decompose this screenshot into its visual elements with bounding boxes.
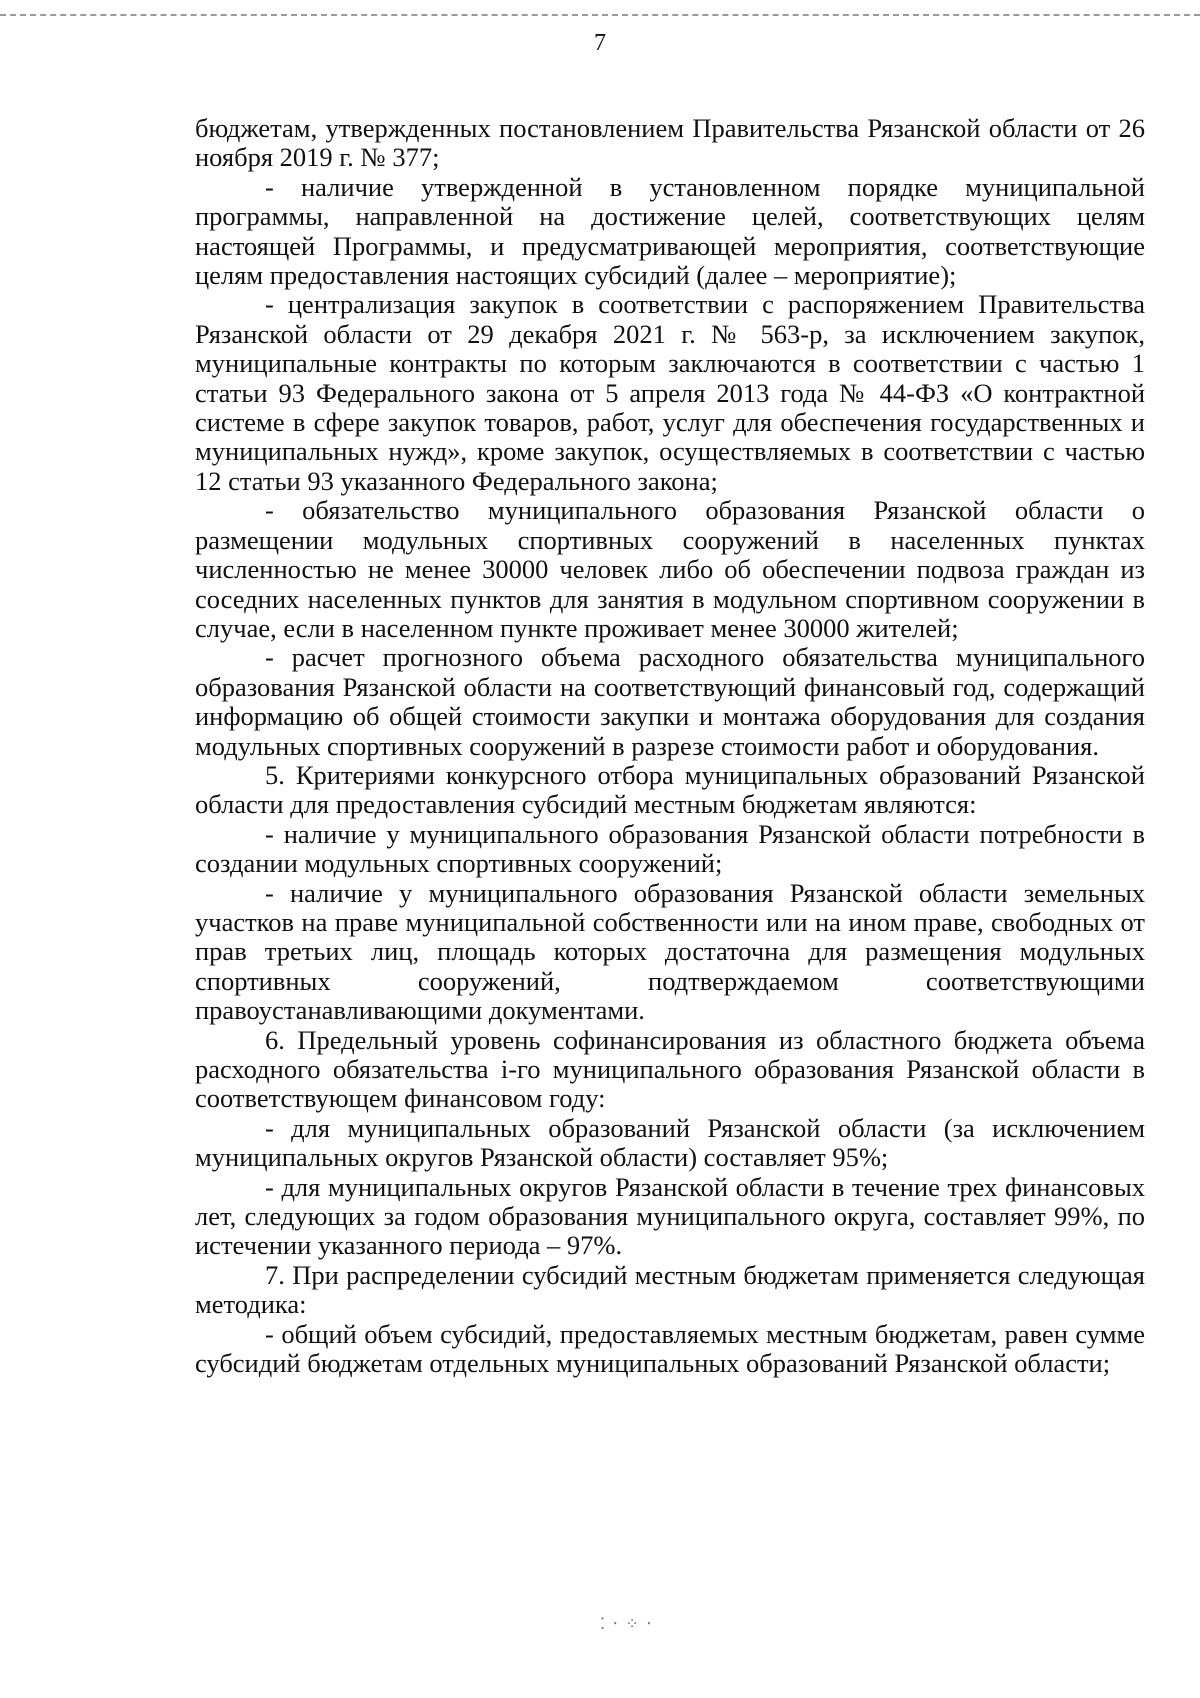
paragraph-rate-municipal-districts: - для муниципальных округов Рязанской области в течение трех финансовых лет, следующих за годом образования муниципального округа, составляет 99%, по истечении указанного периода – 97%. xyxy=(195,1171,1145,1261)
paragraph-section-7: 7. При распределении субсидий местным бюджетам применяется следующая методика: xyxy=(195,1259,1145,1320)
document-body xyxy=(195,114,1145,1378)
paragraph-obligation-placement: - обязательство муниципального образования Рязанской области о размещении модульных спортивных сооружений в населенных пунктах численностью не менее 30000 человек либо об обеспечении подвоза граждан из соседних населенных пунктов для занятия в модульном спортивном сооружении в случае, если в населенном пункте проживает менее 30000 жителей; xyxy=(195,495,1145,643)
paragraph-land-criterion: - наличие у муниципального образования Рязанской области земельных участков на праве муниципальной собственности или на ином праве, свободных от прав третьих лиц, площадь которых достаточна для размещения модульных спортивных сооружений, подтверждаемом соответствующими правоустанавливающими документами. xyxy=(195,877,1145,1026)
scan-artifact-marks: ⁚ ⸱ ⁘ ⸱ xyxy=(600,1616,654,1633)
paragraph-centralized-procurement: - централизация закупок в соответствии с распоряжением Правительства Рязанской области от 29 декабря 2021 г. № 563-р, за исключением закупок, муниципальные контракты по которым заключаются в соответствии с частью 1 статьи 93 Федерального закона от 5 апреля 2013 года № 44-ФЗ «О контрактной системе в сфере закупок товаров, работ, услуг для обеспечения государственных и муниципальных нужд», кроме закупок, осуществляемых в соответствии с частью 12 статьи 93 указанного Федерального закона; xyxy=(195,289,1145,496)
paragraph-municipal-program: - наличие утвержденной в установленном порядке муниципальной программы, направленной на достижение целей, соответствующих целям настоящей Программы, и предусматривающей мероприятия, соответствующие целям предоставления настоящих субсидий (далее – мероприятие); xyxy=(195,171,1145,291)
paragraph-rate-municipal-formations: - для муниципальных образований Рязанской области (за исключением муниципальных округов Рязанской области) составляет 95%; xyxy=(195,1112,1145,1173)
paragraph-section-5: 5. Критериями конкурсного отбора муниципальных образований Рязанской области для предоставления субсидий местным бюджетам являются: xyxy=(195,759,1145,820)
paragraph-section-6: 6. Предельный уровень софинансирования из областного бюджета объема расходного обязательства i-го муниципального образования Рязанской области в соответствующем финансовом году: xyxy=(195,1024,1145,1114)
paragraph-continuation: бюджетам, утвержденных постановлением Правительства Рязанской области от 26 ноября 2019 г. № 377; xyxy=(195,113,1145,173)
paragraph-total-subsidy: - общий объем субсидий, предоставляемых местным бюджетам, равен сумме субсидий бюджетам отдельных муниципальных образований Рязанской области; xyxy=(195,1318,1145,1379)
paragraph-need-criterion: - наличие у муниципального образования Рязанской области потребности в создании модульных спортивных сооружений; xyxy=(195,818,1145,879)
paragraph-forecast-calculation: - расчет прогнозного объема расходного обязательства муниципального образования Рязанской области на соответствующий финансовый год, содержащий информацию об общей стоимости закупки и монтажа оборудования для создания модульных спортивных сооружений в разрезе стоимости работ и оборудования. xyxy=(195,642,1145,761)
page-number: 7 xyxy=(594,30,606,56)
scan-top-edge xyxy=(0,14,1200,16)
